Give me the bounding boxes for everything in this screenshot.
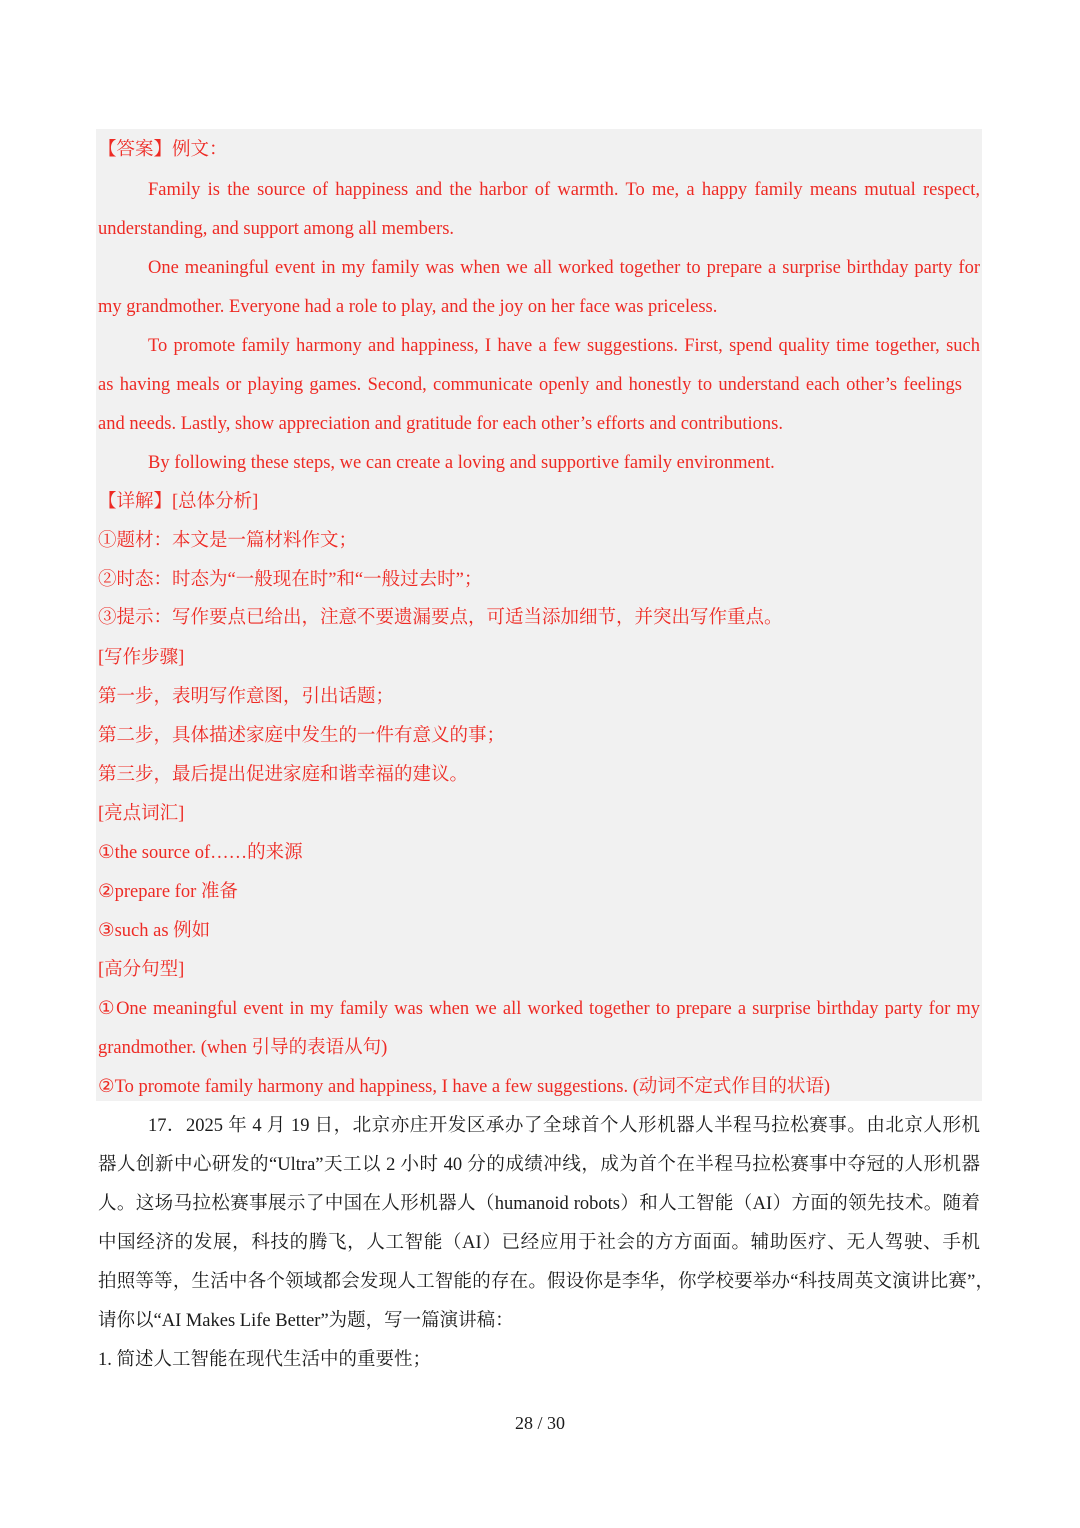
analysis-item: ③提示：写作要点已给出，注意不要遗漏要点，可适当添加细节，并突出写作重点。 [98, 608, 783, 628]
essay-line: By following these steps, we can create a loving and supportive family environment. [148, 453, 775, 473]
essay-line: Family is the source of happiness and the harbor of warmth. To me, a happy family means mutual respect, [148, 180, 980, 200]
question-17-line: 人。这场马拉松赛事展示了中国在人形机器人（humanoid robots）和人工智能（AI）方面的领先技术。随着 [98, 1194, 980, 1214]
step-item: 第一步，表明写作意图，引出话题； [98, 687, 395, 707]
sentence-item: grandmother. (when 引导的表语从句) [98, 1038, 388, 1058]
vocab-heading: [亮点词汇] [98, 804, 185, 824]
sentence-item: ②To promote family harmony and happiness, I have a few suggestions. (动词不定式作目的状语) [98, 1077, 831, 1097]
essay-line: One meaningful event in my family was when we all worked together to prepare a surprise birthday party for [148, 258, 980, 278]
question-17-line: 拍照等等，生活中各个领域都会发现人工智能的存在。假设你是李华，你学校要举办“科技周英文演讲比赛”， [98, 1272, 994, 1292]
analysis-heading: 【详解】[总体分析] [98, 492, 259, 512]
essay-line: my grandmother. Everyone had a role to play, and the joy on her face was priceless. [98, 297, 718, 317]
steps-heading: [写作步骤] [98, 648, 185, 668]
analysis-item: ①题材：本文是一篇材料作文； [98, 531, 358, 551]
question-17-line: 请你以“AI Makes Life Better”为题，写一篇演讲稿： [98, 1311, 514, 1331]
step-item: 第三步，最后提出促进家庭和谐幸福的建议。 [98, 765, 469, 785]
essay-line: and needs. Lastly, show appreciation and gratitude for each other’s efforts and contributions. [98, 414, 783, 434]
step-item: 第二步，具体描述家庭中发生的一件有意义的事； [98, 726, 506, 746]
question-17-line: 1. 简述人工智能在现代生活中的重要性； [98, 1350, 432, 1370]
vocab-item: ①the source of……的来源 [98, 843, 303, 863]
answer-heading: 【答案】例文： [98, 140, 228, 160]
vocab-item: ②prepare for 准备 [98, 882, 238, 902]
essay-line: as having meals or playing games. Second, communicate openly and honestly to understand each other’s feelings [98, 375, 962, 395]
essay-line: To promote family harmony and happiness, I have a few suggestions. First, spend quality time together, such [148, 336, 980, 356]
page-number: 28 / 30 [514, 1413, 565, 1433]
essay-line: understanding, and support among all members. [98, 219, 455, 239]
vocab-item: ③such as 例如 [98, 921, 211, 941]
question-17-line: 17．2025 年 4 月 19 日，北京亦庄开发区承办了全球首个人形机器人半程马拉松赛事。由北京人形机 [148, 1116, 980, 1136]
question-17-line: 器人创新中心研发的“Ultra”天工以 2 小时 40 分的成绩冲线，成为首个在半程马拉松赛事中夺冠的人形机器 [98, 1155, 980, 1175]
sentence-item: ①One meaningful event in my family was when we all worked together to prepare a surprise birthday party for my [98, 999, 980, 1019]
question-17-line: 中国经济的发展，科技的腾飞，人工智能（AI）已经应用于社会的方方面面。辅助医疗、无人驾驶、手机 [98, 1233, 980, 1253]
analysis-item: ②时态：时态为“一般现在时”和“一般过去时”； [98, 570, 483, 590]
sentences-heading: [高分句型] [98, 960, 185, 980]
